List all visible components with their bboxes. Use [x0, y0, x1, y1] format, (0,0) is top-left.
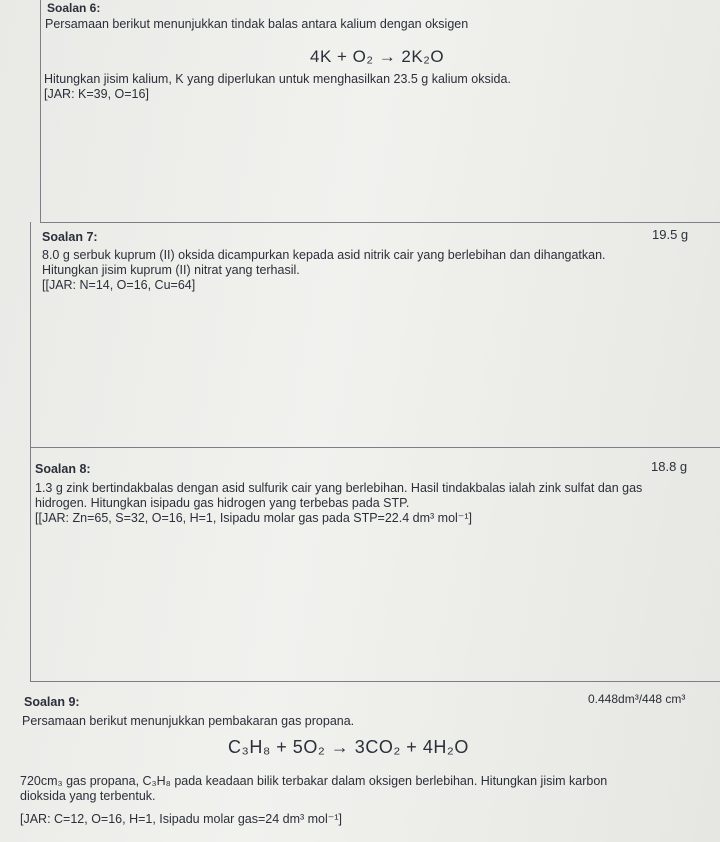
question-6-answer: 19.5 g — [652, 227, 689, 242]
question-9-equation: C₃H₈ + 5O₂ → 3CO₂ + 4H₂O — [228, 737, 469, 757]
question-8-given-data: [[JAR: Zn=65, S=32, O=16, H=1, Isipadu molar gas pada STP=22.4 dm³ mol⁻¹] — [35, 511, 473, 525]
question-7-answer: 18.8 g — [651, 459, 688, 474]
question-6-equation: 4K + O₂ → 2K₂O — [310, 47, 445, 66]
question-7-intro: 8.0 g serbuk kuprum (II) oksida dicampurkan kepada asid nitrik cair yang berlebihan dan dihangatkan. — [42, 248, 606, 262]
question-9-task: 720cm₃ gas propana, C₃H₈ pada keadaan bilik terbakar dalam oksigen berlebihan. Hitungkan jisim karbon — [20, 774, 608, 788]
question-9-title: Soalan 9: — [24, 695, 80, 709]
question-6-box — [40, 0, 720, 223]
question-8-intro-cont: hidrogen. Hitungkan isipadu gas hidrogen yang terbebas pada STP. — [35, 496, 410, 510]
question-6-intro: Persamaan berikut menunjukkan tindak balas antara kalium dengan oksigen — [45, 17, 469, 31]
question-9-task-cont: dioksida yang terbentuk. — [20, 789, 156, 803]
question-8-title: Soalan 8: — [35, 462, 91, 476]
question-6-task: Hitungkan jisim kalium, K yang diperlukan untuk menghasilkan 23.5 g kalium oksida. — [44, 72, 511, 86]
question-7-title: Soalan 7: — [42, 230, 98, 244]
question-8-intro: 1.3 g zink bertindakbalas dengan asid sulfurik cair yang berlebihan. Hasil tindakbalas ialah zink sulfat dan gas — [35, 481, 643, 495]
question-7-task: Hitungkan jisim kuprum (II) nitrat yang terhasil. — [42, 263, 300, 277]
question-9-intro: Persamaan berikut menunjukkan pembakaran gas propana. — [22, 714, 355, 728]
question-6-given-data: [JAR: K=39, O=16] — [44, 87, 149, 101]
question-9-given-data: [JAR: C=12, O=16, H=1, Isipadu molar gas=24 dm³ mol⁻¹] — [20, 812, 343, 826]
question-8-answer: 0.448dm³/448 cm³ — [588, 692, 686, 706]
question-6-title: Soalan 6: — [47, 1, 101, 15]
question-7-given-data: [[JAR: N=14, O=16, Cu=64] — [42, 278, 196, 292]
